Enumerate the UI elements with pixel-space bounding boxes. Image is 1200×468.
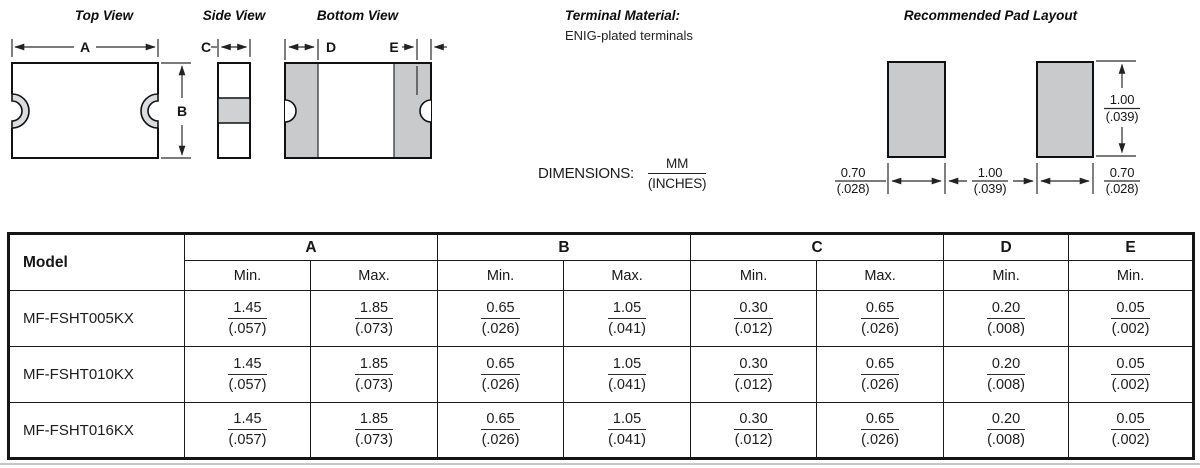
subheader-c-max: Max.: [817, 261, 944, 291]
subheader-d-min: Min.: [944, 261, 1069, 291]
table-row: [9, 291, 1194, 347]
dim-cell: $\frac{1.05}{(.041)}$: [564, 291, 691, 347]
subheader-c-min: Min.: [691, 261, 817, 291]
pad-height-inch: (.039): [1105, 109, 1139, 124]
dim-cell: $\frac{0.20}{(.008)}$: [944, 291, 1069, 347]
subheader-a-min: Min.: [185, 261, 311, 291]
bottom-view-title: Bottom View: [316, 8, 399, 23]
dim-cell: $\frac{0.65}{(.026)}$: [438, 291, 564, 347]
pad-width-left-mm: 0.70: [840, 165, 866, 180]
subheader-a-max: Max.: [311, 261, 438, 291]
dim-cell: $\frac{1.45}{(.057)}$: [185, 403, 311, 459]
table-row: [9, 347, 1194, 403]
dim-cell: $\frac{0.30}{(.012)}$: [691, 403, 817, 459]
group-header-a: A: [185, 234, 438, 261]
dim-d-label: D: [326, 39, 337, 55]
subheader-b-min: Min.: [438, 261, 564, 291]
pad-layout-drawing: [835, 61, 1140, 196]
dimensions-label: DIMENSIONS:: [538, 164, 634, 182]
dim-c-label: C: [200, 39, 212, 55]
terminal-material-heading: Terminal Material:: [565, 8, 681, 23]
dim-e-label: E: [389, 39, 399, 55]
page-divider: [0, 463, 1200, 465]
pad-height-mm: 1.00: [1109, 92, 1135, 107]
model-name: MF-FSHT005KX: [9, 291, 185, 347]
dim-cell: $\frac{1.85}{(.073)}$: [311, 291, 438, 347]
dim-cell: $\frac{1.85}{(.073)}$: [311, 403, 438, 459]
terminal-material-value: ENIG-plated terminals: [565, 28, 693, 43]
pad-layout-title: Recommended Pad Layout: [903, 8, 1078, 23]
dim-cell: $\frac{0.65}{(.026)}$: [817, 347, 944, 403]
dimensions-table: [7, 232, 1195, 460]
units-inches: (INCHES): [647, 175, 707, 191]
package-diagrams: [0, 0, 1200, 228]
dim-cell: $\frac{1.45}{(.057)}$: [185, 347, 311, 403]
top-view-drawing: [10, 39, 192, 158]
units-mm: MM: [648, 156, 706, 174]
dim-cell: $\frac{0.20}{(.008)}$: [944, 403, 1069, 459]
pad-width-left-inch: (.028): [836, 181, 870, 196]
dim-cell: $\frac{0.05}{(.002)}$: [1069, 403, 1194, 459]
dim-cell: $\frac{0.65}{(.026)}$: [438, 403, 564, 459]
pad-gap-inch: (.039): [973, 181, 1007, 196]
model-name: MF-FSHT016KX: [9, 403, 185, 459]
model-name: MF-FSHT010KX: [9, 347, 185, 403]
model-column-header: Model: [9, 234, 185, 291]
dim-cell: $\frac{0.65}{(.026)}$: [817, 291, 944, 347]
dim-cell: $\frac{0.65}{(.026)}$: [817, 403, 944, 459]
dim-cell: $\frac{0.65}{(.026)}$: [438, 347, 564, 403]
subheader-e-min: Min.: [1069, 261, 1194, 291]
subheader-b-max: Max.: [564, 261, 691, 291]
dim-cell: $\frac{0.30}{(.012)}$: [691, 347, 817, 403]
dim-cell: $\frac{1.05}{(.041)}$: [564, 347, 691, 403]
table-row: [9, 403, 1194, 459]
pad-gap-mm: 1.00: [977, 165, 1003, 180]
group-header-b: B: [438, 234, 691, 261]
top-view-title: Top View: [74, 8, 134, 23]
dim-cell: $\frac{1.45}{(.057)}$: [185, 291, 311, 347]
dim-a-label: A: [79, 39, 91, 55]
dim-cell: $\frac{1.05}{(.041)}$: [564, 403, 691, 459]
pad-right: [1037, 62, 1093, 157]
group-header-c: C: [691, 234, 944, 261]
pad-width-right-inch: (.028): [1105, 181, 1139, 196]
dim-cell: $\frac{0.20}{(.008)}$: [944, 347, 1069, 403]
pad-width-right-mm: 0.70: [1109, 165, 1135, 180]
bottom-view-drawing: [285, 39, 447, 158]
side-view-title: Side View: [202, 8, 266, 23]
group-header-d: D: [944, 234, 1069, 261]
dim-cell: $\frac{0.05}{(.002)}$: [1069, 291, 1194, 347]
dim-cell: $\frac{0.30}{(.012)}$: [691, 291, 817, 347]
dim-b-label: B: [176, 103, 188, 119]
side-view-drawing: [201, 39, 250, 158]
group-header-e: E: [1069, 234, 1194, 261]
dim-cell: $\frac{1.85}{(.073)}$: [311, 347, 438, 403]
pad-left: [888, 62, 945, 157]
dim-cell: $\frac{0.05}{(.002)}$: [1069, 347, 1194, 403]
